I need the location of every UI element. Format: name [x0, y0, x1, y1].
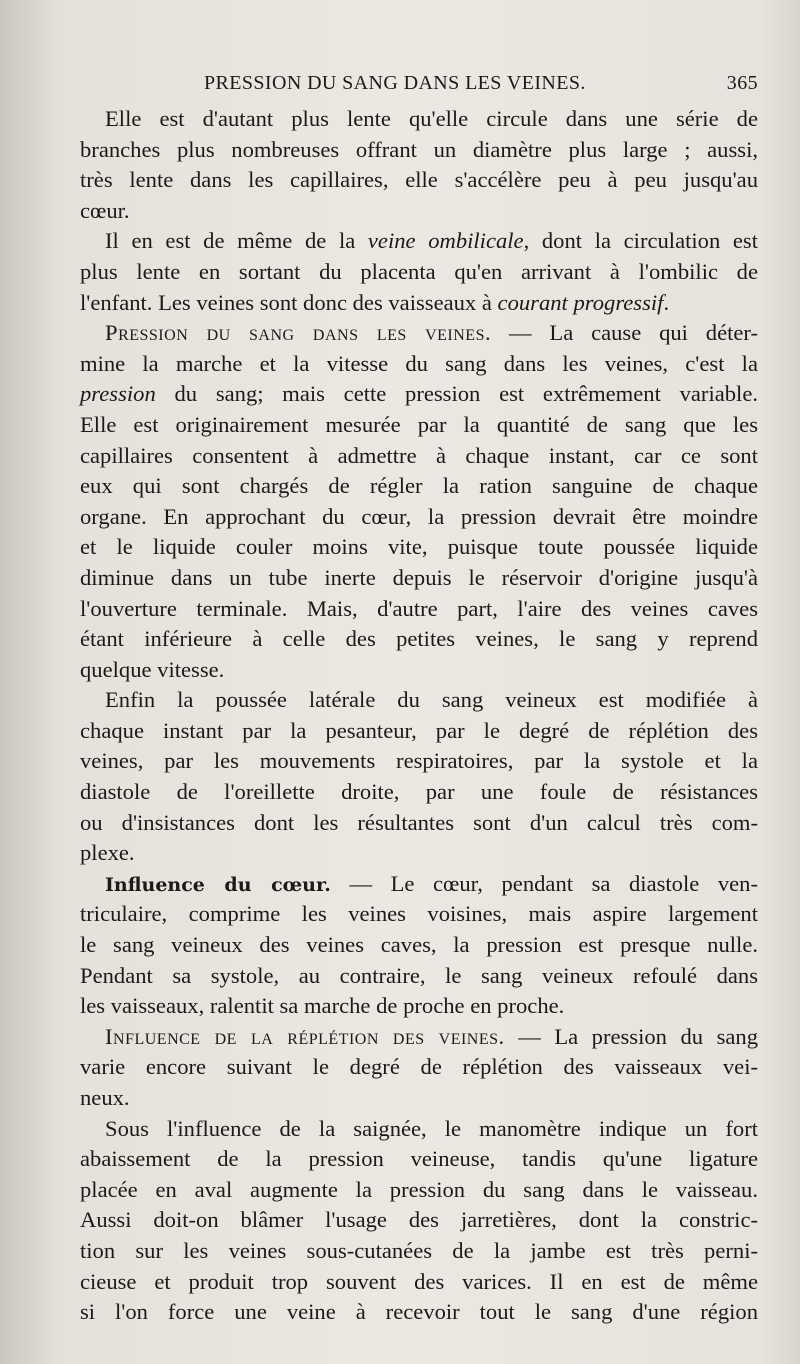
text-line: Elle est originairement mesurée par la quantité de sang que les — [80, 411, 758, 437]
text-line: les vaisseaux, ralentit sa marche de proche en proche. — [80, 993, 565, 1019]
text-line: pression du sang; mais cette pression est extrêmement variable. — [80, 381, 758, 407]
text-line: si l'on force une veine à recevoir tout le sang d'une région — [80, 1299, 758, 1325]
text-line: branches plus nombreuses offrant un diamètre plus large ; aussi, — [80, 136, 758, 162]
text-line: plexe. — [80, 840, 135, 866]
text-line: et le liquide couler moins vite, puisque toute poussée liquide — [80, 534, 758, 560]
text-line: Influence du cœur. — Le cœur, pendant sa diastole ven- — [105, 870, 758, 896]
text-line: placée en aval augmente la pression du sang dans le vaisseau. — [80, 1176, 758, 1202]
running-header — [80, 72, 758, 100]
text-line: diastole de l'oreillette droite, par une foule de résistances — [80, 779, 758, 805]
section-heading: Pression du sang dans les veines. — [105, 320, 492, 346]
text-line: Aussi doit-on blâmer l'usage des jarretières, dont la constric- — [80, 1207, 758, 1233]
italic-term: veine ombilicale — [367, 228, 524, 254]
text-line: organe. En approchant du cœur, la pression devrait être moindre — [80, 503, 758, 529]
text-line: veines, par les mouvements respiratoires, par la systole et la — [80, 748, 758, 774]
running-title: PRESSION DU SANG DANS LES VEINES. — [204, 72, 586, 94]
text-line: Pression du sang dans les veines. — La cause qui déter- — [105, 320, 759, 346]
text-line: Sous l'influence de la saignée, le manomètre indique un fort — [105, 1115, 758, 1141]
section-heading: Influence de la réplétion des veines. — [105, 1023, 505, 1049]
bold-heading: Influence du cœur. — [105, 873, 331, 896]
text-line: chaque instant par la pesanteur, par le degré de réplétion des — [80, 717, 758, 743]
text-line: cieuse et produit trop souvent des varices. Il en est de même — [80, 1268, 758, 1294]
italic-term: pression — [80, 381, 156, 407]
text-line: le sang veineux des veines caves, la pression est presque nulle. — [80, 932, 758, 958]
text-line: étant inférieure à celle des petites veines, le sang y reprend — [80, 626, 758, 652]
text-line: capillaires consentent à admettre à chaque instant, car ce sont — [80, 442, 758, 468]
text-line: Enfin la poussée latérale du sang veineux est modifiée à — [105, 687, 758, 713]
text-line: abaissement de la pression veineuse, tandis qu'une ligature — [80, 1146, 758, 1172]
text-line: ou d'insistances dont les résultantes sont d'un calcul très com- — [80, 809, 758, 835]
text-line: Elle est d'autant plus lente qu'elle circule dans une série de — [105, 106, 758, 131]
page-number: 365 — [726, 72, 758, 94]
text-line: plus lente en sortant du placenta qu'en arrivant à l'ombilic de — [80, 258, 758, 284]
italic-term: courant progressif — [497, 289, 664, 315]
text-line: diminue dans un tube inerte depuis le réservoir d'origine jusqu'à — [80, 564, 758, 590]
text-line: Pendant sa systole, au contraire, le sang veineux refoulé dans — [80, 962, 758, 988]
text-line: cœur. — [80, 197, 130, 223]
text-line: Il en est de même de la veine ombilicale, dont la circulation est — [105, 228, 758, 254]
text-line: Influence de la réplétion des veines. — La pression du sang — [105, 1023, 759, 1049]
text-line: l'ouverture terminale. Mais, d'autre part, l'aire des veines caves — [80, 595, 758, 621]
text-line: mine la marche et la vitesse du sang dans les veines, c'est la — [80, 350, 758, 376]
text-line: neux. — [80, 1085, 130, 1110]
text-line: très lente dans les capillaires, elle s'accélère peu à peu jusqu'au — [80, 167, 758, 193]
page-body — [80, 104, 758, 1328]
text-line: eux qui sont chargés de régler la ration sanguine de chaque — [80, 473, 758, 499]
text-line: quelque vitesse. — [80, 656, 225, 682]
text-line: triculaire, comprime les veines voisines, mais aspire largement — [80, 901, 758, 927]
text-line: l'enfant. Les veines sont donc des vaisseaux à courant progressif. — [80, 289, 670, 315]
text-line: tion sur les veines sous-cutanées de la jambe est très perni- — [80, 1237, 758, 1263]
text-line: varie encore suivant le degré de réplétion des vaisseaux vei- — [80, 1054, 758, 1080]
